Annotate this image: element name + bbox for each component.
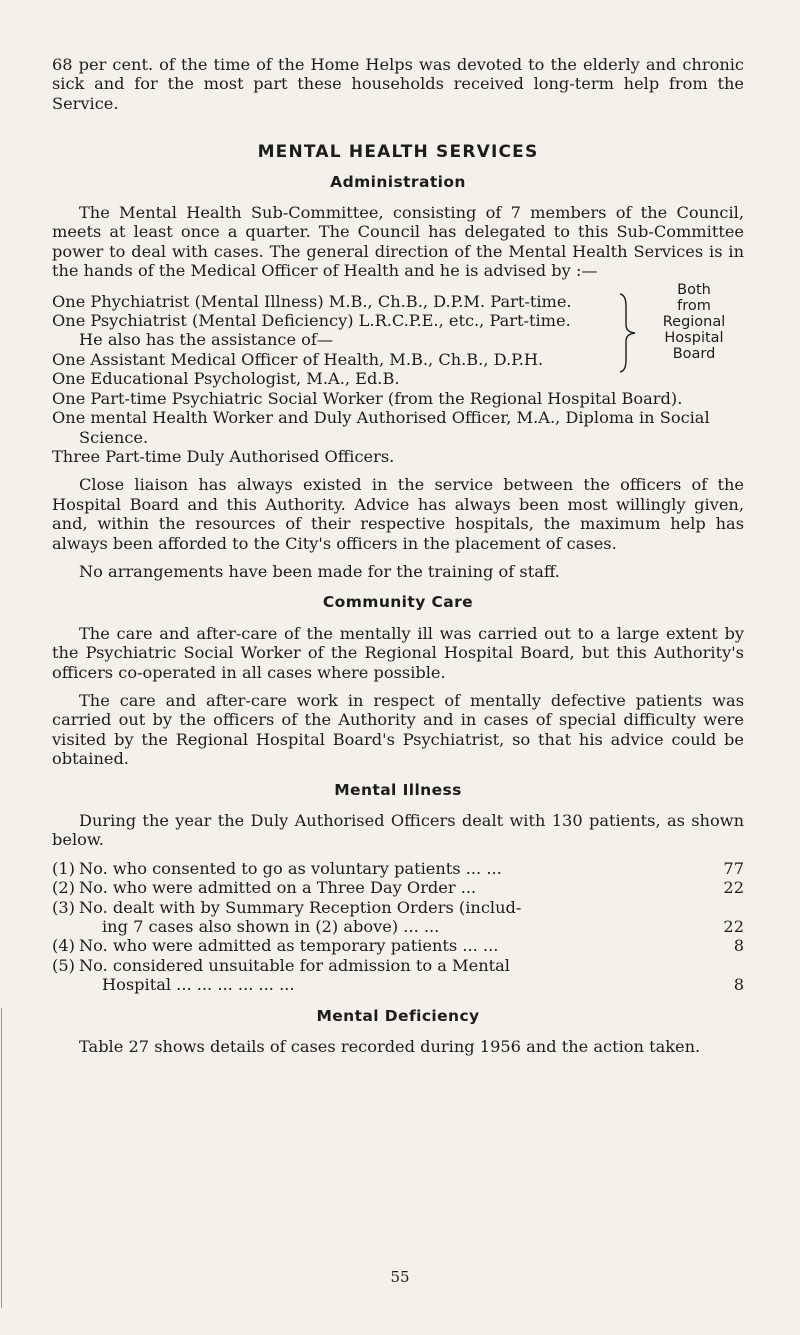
liaison-paragraph: Close liaison has always existed in the service between the officers of the Hospital Board and this Authority. Advice has always been most willingly given, and, within the resources of their respective hospitals, the maximum help has always been afforded to the City's officers in the placement of cases. [52,475,744,553]
note-line: from [677,297,711,314]
item-value: 22 [723,878,744,898]
assistant-item: One Assistant Medical Officer of Health, M.B., Ch.B., D.P.H. [52,349,544,369]
list-item [52,898,744,917]
item-text-continued: ing 7 cases also shown in (2) above) ... ... [102,917,440,937]
item-number: (2) [52,878,75,898]
list-item [52,956,744,975]
scan-margin-line [1,1008,2,1308]
note-line: Regional [662,313,726,330]
item-text: No. who were admitted on a Three Day Order ... [79,878,477,898]
list-item [52,878,744,897]
note-line: Hospital [664,329,724,346]
training-paragraph: No arrangements have been made for the training of staff. [79,561,560,581]
document-page [52,55,744,1056]
assistance-intro: He also has the assistance of— [79,330,334,350]
item-value: 8 [733,975,744,995]
assistant-item: One Part-time Psychiatric Social Worker (from the Regional Hospital Board). [52,388,683,408]
administration-paragraph: The Mental Health Sub-Committee, consisting of 7 members of the Council, meets at least once a quarter. The Council has delegated to this Sub-Committee power to deal with cases. The general direction of the Mental Health Services is in the hands of the Medical Officer of Health and he is advised by :— [52,203,744,281]
item-text: No. who were admitted as temporary patients ... ... [79,936,499,956]
advisers-list [52,292,612,331]
item-value: 77 [723,858,744,878]
section-title: MENTAL HEALTH SERVICES [257,142,539,163]
list-item-continued [52,917,744,936]
list-item-continued [52,975,744,994]
administration-heading: Administration [330,172,466,191]
assistant-item: Three Part-time Duly Authorised Officers. [52,446,395,466]
assistant-item: One mental Health Worker and Duly Authorised Officer, M.A., Diploma in Social Science. [52,408,710,447]
advisers-note [644,282,744,362]
mental-deficiency-paragraph: Table 27 shows details of cases recorded during 1956 and the action taken. [79,1037,701,1057]
item-text-continued: Hospital ... ... ... ... ... ... [102,975,295,995]
community-care-heading: Community Care [322,593,474,612]
mental-illness-heading: Mental Illness [334,780,462,799]
list-item [52,936,744,955]
note-line: Both [677,281,711,298]
mental-deficiency-heading: Mental Deficiency [316,1006,480,1025]
mental-illness-list [52,859,744,995]
item-value: 8 [733,936,744,956]
mental-illness-intro: During the year the Duly Authorised Officers dealt with 130 patients, as shown below. [52,811,744,850]
note-line: Board [672,345,716,362]
list-item [52,859,744,878]
intro-paragraph: 68 per cent. of the time of the Home Helps was devoted to the elderly and chronic sick and for the most part these households received long-term help from the Service. [52,55,744,113]
item-value: 22 [723,917,744,937]
brace-icon [617,292,641,374]
adviser-item: One Phychiatrist (Mental Illness) M.B., Ch.B., D.P.M. Part-time. [52,291,572,311]
page-number: 55 [390,1268,410,1286]
assistant-item: One Educational Psychologist, M.A., Ed.B. [52,369,400,389]
item-number: (5) [52,955,75,975]
item-number: (4) [52,936,75,956]
item-text: No. who consented to go as voluntary patients ... ... [79,858,502,878]
item-number: (1) [52,858,75,878]
item-text: No. considered unsuitable for admission to a Mental [79,955,510,975]
community-care-paragraph: The care and after-care work in respect of mentally defective patients was carried out by the officers of the Authority and in cases of special difficulty were visited by the Regional Hospital Board's Psychiatrist, so that his advice could be obtained. [52,690,744,769]
item-text: No. dealt with by Summary Reception Orders (includ- [79,897,522,917]
item-number: (3) [52,897,75,917]
adviser-item: One Psychiatrist (Mental Deficiency) L.R.C.P.E., etc., Part-time. [52,311,571,331]
community-care-paragraph: The care and after-care of the mentally ill was carried out to a large extent by the Psychiatric Social Worker of the Regional Hospital Board, but this Authority's officers co-operated in all cases where possible. [52,623,744,682]
